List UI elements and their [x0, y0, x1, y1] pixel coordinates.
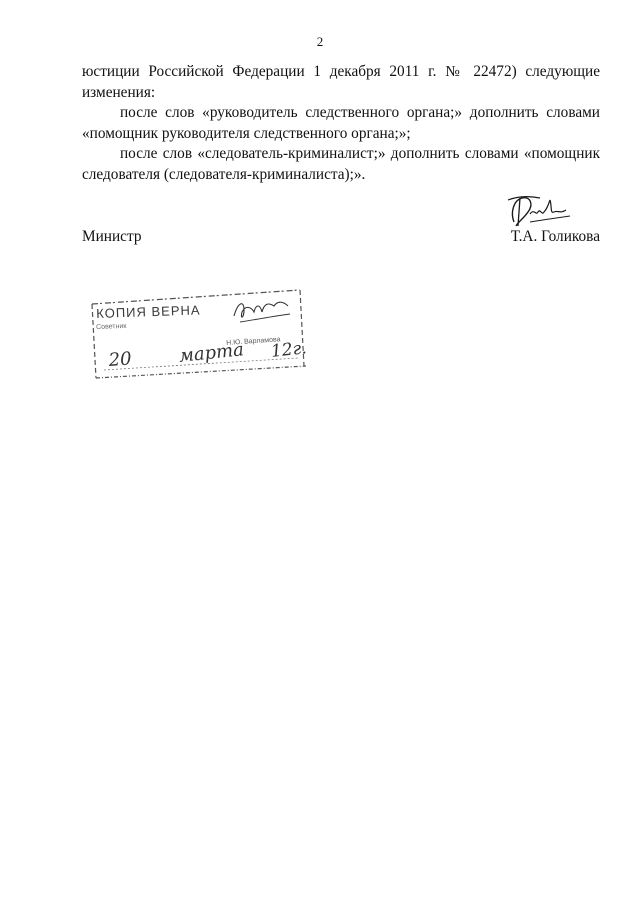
body-text [82, 62, 600, 185]
page-number: 2 [316, 34, 324, 49]
stamp-position: Советник [96, 322, 127, 331]
stamp-title: КОПИЯ ВЕРНА [96, 302, 201, 321]
minister-title: Министр [82, 228, 142, 245]
stamp-date-year: 12г. [270, 338, 308, 362]
paragraph-amendment-2: после слов «следователь-криминалист;» дополнить словами «помощник следователя (следователя-криминалиста);». [82, 145, 600, 183]
stamp-date-month: марта [178, 339, 245, 367]
minister-name: Т.А. Голикова [510, 228, 600, 245]
paragraph-intro: юстиции Российской Федерации 1 декабря 2011 г. № 22472) следующие изменения: [82, 63, 600, 101]
paragraph-amendment-1: после слов «руководитель следственного органа;» дополнить словами «помощник руководителя следственного органа;»; [82, 104, 600, 142]
stamp-date-day: 20 [108, 348, 133, 371]
copy-certified-stamp [84, 286, 312, 382]
signature-block [82, 228, 600, 250]
stamp-signatory: Н.Ю. Варламова [226, 336, 281, 347]
